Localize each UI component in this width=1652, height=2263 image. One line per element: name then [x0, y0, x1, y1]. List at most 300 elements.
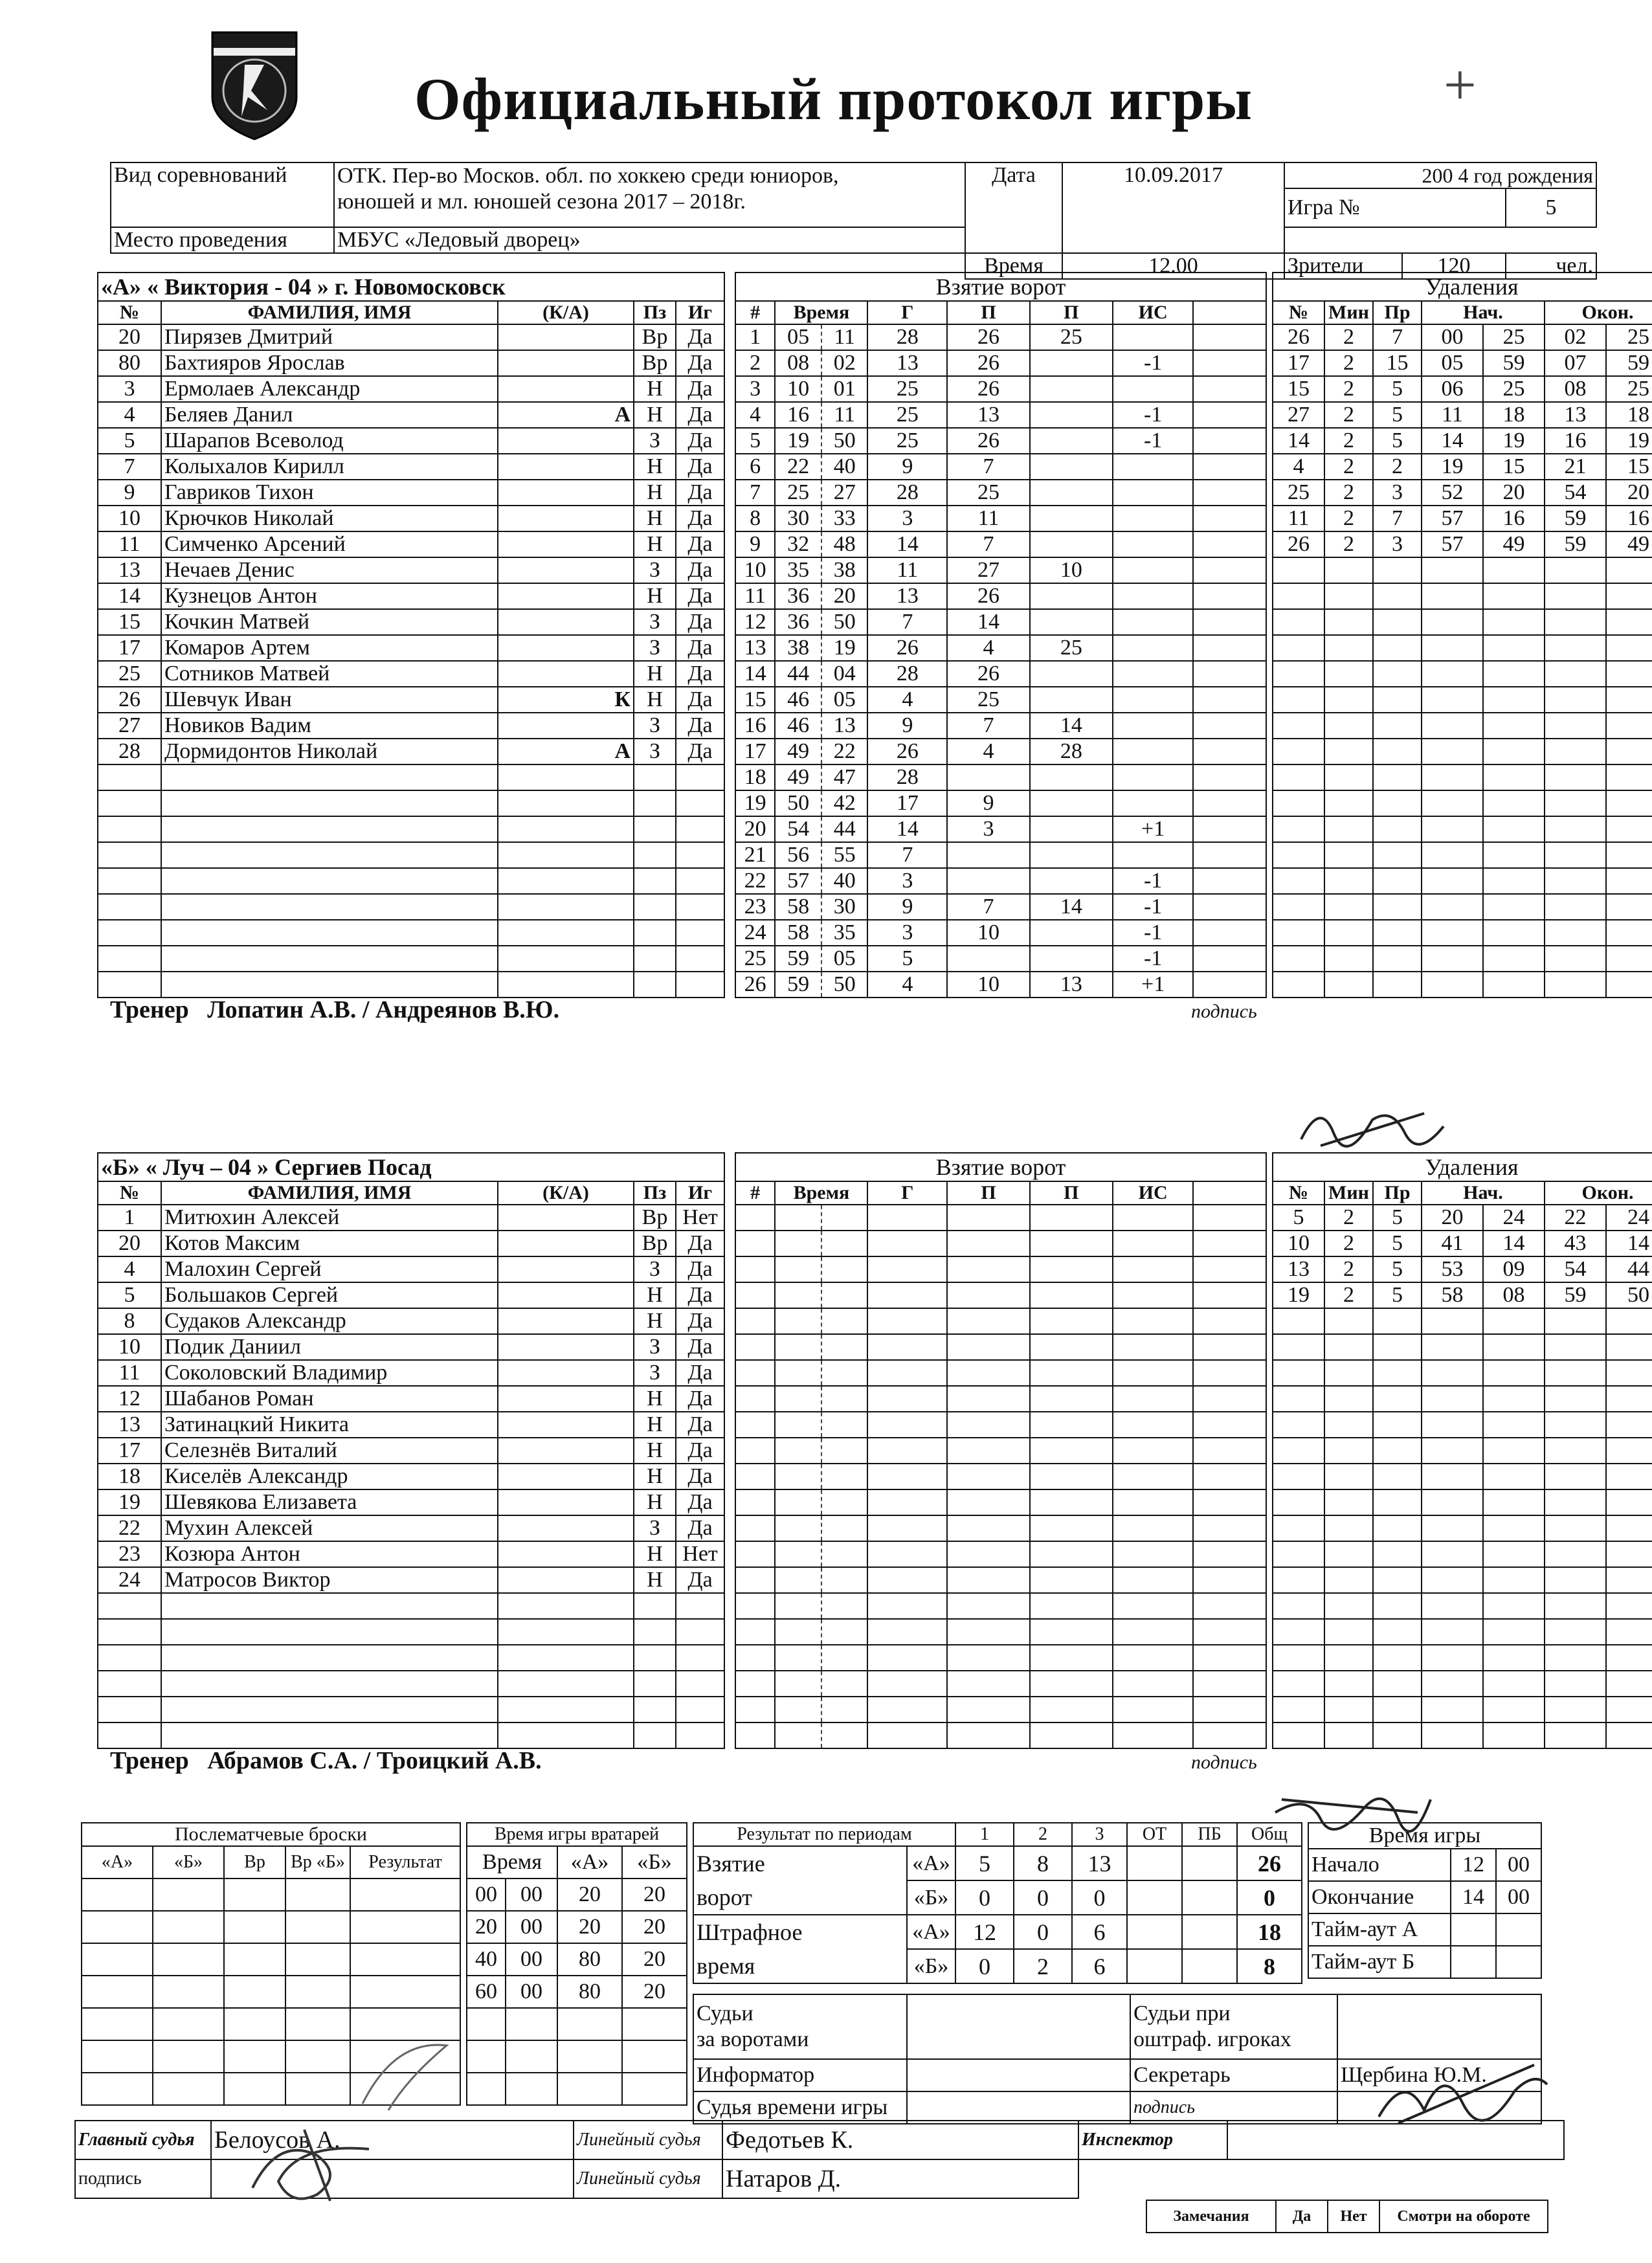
team_b-penalty-cell [1483, 1645, 1545, 1671]
team_a-goal-cell: +1 [1113, 816, 1194, 842]
team_b-player-cell [498, 1282, 634, 1308]
team_a-goal-cell: 1 [735, 324, 775, 350]
team_a-penalty-cell [1545, 583, 1606, 609]
team_b-penalty-cell [1324, 1386, 1373, 1412]
team_b-player-cell [498, 1334, 634, 1360]
team_a-goal-cell: 54 [775, 816, 821, 842]
team_b-goal-cell [1113, 1464, 1194, 1489]
team_b-goal-cell [821, 1386, 868, 1412]
period-cell: 8 [1237, 1949, 1302, 1983]
team_b-goal-cell [1030, 1282, 1113, 1308]
team_a-goal-cell: 8 [735, 506, 775, 531]
team_b-goal-cell [1113, 1231, 1194, 1256]
team_b-goal-cell [775, 1282, 821, 1308]
team_a-player-cell [498, 764, 634, 790]
team_a-goal-cell: 14 [1030, 713, 1113, 739]
team_b-player-cell [98, 1619, 161, 1645]
team_a-player-cell: Вр [634, 350, 676, 376]
team_a-penalty-cell: 20 [1606, 480, 1652, 506]
shootout-col-0: «А» [82, 1846, 153, 1878]
signature-margin [350, 2026, 466, 2117]
team_a-player-cell: А [498, 402, 634, 428]
team_a-goal-cell: 7 [947, 894, 1030, 920]
team_b-player-cell [676, 1593, 724, 1619]
team_b-goal-row [735, 1360, 1266, 1386]
team_a-player-cell: Да [676, 739, 724, 764]
team_a-goal-cell: 33 [821, 506, 868, 531]
team_b-goal-cell [1113, 1722, 1194, 1748]
team_a-player-cell: 11 [98, 531, 161, 557]
team_a-player-cell: Кочкин Матвей [161, 609, 498, 635]
team_b-goal-cell [735, 1619, 775, 1645]
date-value: 10.09.2017 [1062, 162, 1284, 253]
team_b-player-cell [498, 1205, 634, 1231]
team_b-title: «Б» « Луч – 04 » Сергиев Посад [98, 1153, 724, 1181]
team_a-player-cell: Дормидонтов Николай [161, 739, 498, 764]
team_a-penalty-cell [1324, 920, 1373, 946]
team_a-goal-cell: 44 [775, 661, 821, 687]
team_b-penalty-cell: 10 [1273, 1231, 1324, 1256]
team_b-goal-cell [821, 1619, 868, 1645]
team_a-goal-cell: 14 [947, 609, 1030, 635]
team_a-goal-cell: 14 [867, 531, 947, 557]
team_b-player-cell: Да [676, 1256, 724, 1282]
team_a-goal-cell: 12 [735, 609, 775, 635]
team_a-player-cell [498, 583, 634, 609]
team_a-player-cell: К [498, 687, 634, 713]
team_a-penalty-cell [1373, 713, 1422, 739]
team_a-goal-cell: 22 [775, 454, 821, 480]
team_a-penalty-cell: 07 [1545, 350, 1606, 376]
team_a-penalty-cell [1273, 635, 1324, 661]
team_b-penalty-cell: 14 [1606, 1231, 1652, 1256]
team_b-penalty-cell [1606, 1567, 1652, 1593]
team_a-player-row [98, 609, 724, 635]
team_a-penalty-cell [1373, 790, 1422, 816]
team_a-penalty-cell [1273, 946, 1324, 972]
team_b-player-cell [498, 1438, 634, 1464]
team_b-player-cell: 10 [98, 1334, 161, 1360]
team_a-penalty-cell [1606, 739, 1652, 764]
team_b-goal-row [735, 1567, 1266, 1593]
team_a-roster-col-2: (К/А) [498, 301, 634, 324]
period-cell [1127, 1915, 1182, 1949]
team_a-penalty-cell [1324, 713, 1373, 739]
team_b-player-cell [98, 1645, 161, 1671]
team_a-penalty-cell: 5 [1373, 428, 1422, 454]
team_a-penalty-cell: 25 [1606, 324, 1652, 350]
team_b-penalty-cell [1545, 1645, 1606, 1671]
team_b-penalty-cell [1422, 1386, 1483, 1412]
team_a-penalty-cell: 3 [1373, 531, 1422, 557]
team_b-player-row [98, 1386, 724, 1412]
team_a-goal-cell [1113, 531, 1194, 557]
team_a-player-cell: Сотников Матвей [161, 661, 498, 687]
team_a-goal-cell: 25 [867, 402, 947, 428]
team_a-penalty-cell [1324, 946, 1373, 972]
team_a-goal-cell: 05 [821, 687, 868, 713]
team_a-goal-cell: -1 [1113, 350, 1194, 376]
team_a-player-cell: Шевчук Иван [161, 687, 498, 713]
team_b-penalty-cell [1273, 1515, 1324, 1541]
team_a-goal-cell [1030, 480, 1113, 506]
team_b-penalty-cell [1324, 1671, 1373, 1697]
team_a-penalty-cell [1483, 557, 1545, 583]
team_b-penalty-cell [1483, 1697, 1545, 1722]
team_b-penalty-cell: 41 [1422, 1231, 1483, 1256]
team_a-penalty-cell [1483, 842, 1545, 868]
team_a-penalty-cell: 25 [1483, 324, 1545, 350]
shootout-title: Послематчевые броски [82, 1823, 460, 1846]
team_a-goal-cell: 3 [947, 816, 1030, 842]
team_a-goal-cell: 7 [735, 480, 775, 506]
team_a-coach [110, 996, 559, 1024]
team_b-player-cell: 22 [98, 1515, 161, 1541]
team_b-penalty-cell: 2 [1324, 1256, 1373, 1282]
team_b-goal-row [735, 1593, 1266, 1619]
team_a-player-cell: Да [676, 661, 724, 687]
team_a-player-cell [498, 713, 634, 739]
team_a-player-cell [676, 790, 724, 816]
team_b-player-cell: Н [634, 1308, 676, 1334]
team_b-penalty-row [1273, 1386, 1652, 1412]
team_b-player-cell [161, 1722, 498, 1748]
team_b-goal-cell [775, 1619, 821, 1645]
team_a-goal-cell [1030, 920, 1113, 946]
team_b-penalty-cell [1422, 1619, 1483, 1645]
team_a-penalty-cell: 57 [1422, 531, 1483, 557]
team_b-goal-cell [867, 1593, 947, 1619]
team_a-goal-row [735, 739, 1266, 764]
team_a-goal-row [735, 894, 1266, 920]
team_b-player-cell: Подик Даниил [161, 1334, 498, 1360]
team_b-goal-cell [1113, 1386, 1194, 1412]
team_a-goal-cell: 50 [821, 609, 868, 635]
team_b-player-cell: Да [676, 1282, 724, 1308]
end-label: Окончание [1308, 1881, 1451, 1913]
period-cell [1182, 1949, 1237, 1983]
team_b-goal-cell [1113, 1619, 1194, 1645]
team_b-goal-cell [775, 1671, 821, 1697]
team_a-player-cell: Да [676, 428, 724, 454]
team_a-player-cell [161, 894, 498, 920]
team_a-penalty-cell [1545, 842, 1606, 868]
period-team-tag: «А» [907, 1846, 955, 1880]
team_b-penalty-cell: 14 [1483, 1231, 1545, 1256]
team_a-player-cell [498, 350, 634, 376]
goal-judges-label: Судьи за воротами [693, 1994, 907, 2059]
team_a-penalty-cell [1273, 739, 1324, 764]
place-value: МБУС «Ледовый дворец» [334, 227, 965, 253]
team_b-penalty-cell [1273, 1438, 1324, 1464]
team_a-penalty-cell: 19 [1422, 454, 1483, 480]
team_a-goal-cell: 30 [821, 894, 868, 920]
team_b-penalty-cell: 44 [1606, 1256, 1652, 1282]
team_a-goal-cell: 10 [947, 920, 1030, 946]
shootout-col-2: Вр [224, 1846, 285, 1878]
team_a-player-row [98, 687, 724, 713]
team_a-goal-row [735, 428, 1266, 454]
remarks-yes: Да [1276, 2200, 1328, 2233]
team_a-pen-col-0: № [1273, 301, 1324, 324]
team_b-penalty-cell: 5 [1273, 1205, 1324, 1231]
team_a-goal-cell: 04 [821, 661, 868, 687]
team_b-player-row [98, 1205, 724, 1231]
gk-cell: 00 [467, 1878, 506, 1911]
team_a-goal-cell: 49 [775, 764, 821, 790]
team_b-player-cell: Большаков Сергей [161, 1282, 498, 1308]
team_b-goal-row [735, 1205, 1266, 1231]
team_a-goal-col-3: П [947, 301, 1030, 324]
team_b-penalty-cell [1273, 1541, 1324, 1567]
team_b-goal-cell [775, 1438, 821, 1464]
team_b-goal-row [735, 1256, 1266, 1282]
team_a-penalty-cell [1422, 687, 1483, 713]
team_a-player-cell [498, 324, 634, 350]
team_b-penalty-cell [1606, 1722, 1652, 1748]
team_b-goal-row [735, 1722, 1266, 1748]
team_a-penalty-cell [1273, 972, 1324, 998]
team_a-penalty-cell: 5 [1373, 402, 1422, 428]
team_b-goal-cell [775, 1515, 821, 1541]
team_b-penalty-row [1273, 1619, 1652, 1645]
gk-cell: 80 [557, 1943, 622, 1976]
team_b-goal-cell [1113, 1360, 1194, 1386]
team_a-penalty-cell: 06 [1422, 376, 1483, 402]
team_b-player-cell [161, 1671, 498, 1697]
team_a-penalty-cell [1324, 816, 1373, 842]
team_b-penalty-cell [1483, 1308, 1545, 1334]
team_b-penalty-cell [1545, 1697, 1606, 1722]
team_b-player-cell: Котов Максим [161, 1231, 498, 1256]
team_b-goal-cell [947, 1645, 1030, 1671]
team_b-player-cell [498, 1645, 634, 1671]
team_a-player-cell: Н [634, 480, 676, 506]
team_a-goal-cell: 4 [735, 402, 775, 428]
team_a-player-row [98, 790, 724, 816]
team_b-goal-cell [1030, 1412, 1113, 1438]
gk-cell: 20 [557, 1911, 622, 1943]
team_b-goal-cell [775, 1645, 821, 1671]
team_b-penalty-row [1273, 1464, 1652, 1489]
team_a-goal-cell [1113, 506, 1194, 531]
team_a-player-cell: 26 [98, 687, 161, 713]
team_a-player-cell: З [634, 428, 676, 454]
team_a-penalty-cell: 20 [1483, 480, 1545, 506]
team_b-penalty-cell [1373, 1438, 1422, 1464]
team_b-goal-cell [947, 1593, 1030, 1619]
team_b-player-row [98, 1412, 724, 1438]
team_b-goal-cell [735, 1334, 775, 1360]
gk-cell: 40 [467, 1943, 506, 1976]
line2-label: Линейный судья [574, 2159, 722, 2198]
period-cell: 5 [955, 1846, 1014, 1880]
team_a-goal-cell: 13 [1030, 972, 1113, 998]
team_a-penalty-cell [1422, 946, 1483, 972]
team_a-goal-cell: 3 [867, 920, 947, 946]
team_b-goal-cell [735, 1205, 775, 1231]
team_a-goal-cell: 25 [1030, 324, 1113, 350]
team_b-player-cell: Н [634, 1567, 676, 1593]
signature-secretary [1372, 2058, 1554, 2136]
team_b-penalty-cell [1422, 1541, 1483, 1567]
team_b-penalty-cell [1606, 1464, 1652, 1489]
end-h: 14 [1451, 1881, 1496, 1913]
team_a-goal-cell: 50 [821, 972, 868, 998]
team_a-goal-cell: 46 [775, 713, 821, 739]
team_b-penalty-cell [1483, 1515, 1545, 1541]
period-cell [1127, 1949, 1182, 1983]
team_b-goal-cell [947, 1567, 1030, 1593]
team_a-player-cell: Н [634, 376, 676, 402]
team_b-player-row [98, 1515, 724, 1541]
team_b-penalty-cell [1373, 1593, 1422, 1619]
team_a-goal-cell: 56 [775, 842, 821, 868]
team_b-goal-row [735, 1464, 1266, 1489]
team_b-goal-cell [821, 1231, 868, 1256]
team_b-player-row [98, 1308, 724, 1334]
team_a-player-cell [98, 972, 161, 998]
team_a-goal-cell [1113, 842, 1194, 868]
team_b-penalty-cell [1373, 1515, 1422, 1541]
period-row-label: Штрафное время [693, 1915, 907, 1983]
team_b-player-cell [161, 1697, 498, 1722]
team_a-goal-cell: -1 [1113, 946, 1194, 972]
federation-logo [206, 26, 303, 142]
gk-cell: 00 [506, 1911, 557, 1943]
team_a-player-cell: Ермолаев Александр [161, 376, 498, 402]
team_a-goal-cell: 7 [947, 531, 1030, 557]
team_b-player-cell [498, 1697, 634, 1722]
team_b-roster-col-0: № [98, 1181, 161, 1205]
team_b-penalty-cell [1422, 1489, 1483, 1515]
team_a-penalty-row [1273, 557, 1652, 583]
team_a-player-cell: Да [676, 324, 724, 350]
see-back: Смотри на обороте [1379, 2200, 1548, 2233]
team_a-player-cell: Да [676, 609, 724, 635]
team_a-penalty-row [1273, 816, 1652, 842]
period-cell: 13 [1072, 1846, 1127, 1880]
team_a-penalty-cell [1324, 687, 1373, 713]
team_b-penalty-cell [1273, 1334, 1324, 1360]
team_b-penalty-cell: 24 [1483, 1205, 1545, 1231]
team_a-penalty-cell [1545, 609, 1606, 635]
team_a-goal-cell: 26 [947, 324, 1030, 350]
team_a-player-cell: Нечаев Денис [161, 557, 498, 583]
team_a-penalty-cell [1483, 661, 1545, 687]
team_a-penalty-cell [1324, 635, 1373, 661]
team_a-penalty-cell [1373, 972, 1422, 998]
team_a-penalty-cell [1273, 894, 1324, 920]
chief-label: Главный судья [75, 2121, 211, 2159]
team_b-player-cell [498, 1489, 634, 1515]
team_a-player-cell [634, 868, 676, 894]
team_a-penalty-row [1273, 480, 1652, 506]
team_a-player-cell [498, 506, 634, 531]
team_a-penalty-cell: 52 [1422, 480, 1483, 506]
team_a-player-row [98, 842, 724, 868]
team_a-penalty-cell [1324, 972, 1373, 998]
team_b-roster-table [97, 1152, 725, 1749]
team_a-penalty-cell [1373, 868, 1422, 894]
team_b-goal-cell [947, 1722, 1030, 1748]
team_a-goal-cell: 4 [867, 687, 947, 713]
team_b-player-cell: 24 [98, 1567, 161, 1593]
line1-name: Федотьев К. [722, 2121, 1078, 2159]
team_a-goal-cell: 11 [735, 583, 775, 609]
team_a-player-row [98, 350, 724, 376]
team_a-penalty-cell [1606, 583, 1652, 609]
period-col-3: ОТ [1127, 1823, 1182, 1846]
team_b-player-row [98, 1360, 724, 1386]
team_a-player-cell: 9 [98, 480, 161, 506]
team_b-penalty-cell [1422, 1308, 1483, 1334]
team_b-goal-cell [867, 1386, 947, 1412]
team_a-player-cell [98, 894, 161, 920]
team_b-penalty-cell [1324, 1360, 1373, 1386]
team_a-goal-cell: 21 [735, 842, 775, 868]
team_a-penalty-row [1273, 687, 1652, 713]
team_a-goal-cell: 5 [735, 428, 775, 454]
team_a-player-cell [498, 894, 634, 920]
team_a-player-cell [161, 920, 498, 946]
team_a-penalty-cell [1606, 635, 1652, 661]
team_a-roster-col-0: № [98, 301, 161, 324]
team_a-player-cell: Вр [634, 324, 676, 350]
team_a-player-cell [498, 454, 634, 480]
team_b-player-cell: Малохин Сергей [161, 1256, 498, 1282]
team_a-penalty-cell [1324, 894, 1373, 920]
team_b-penalty-cell [1373, 1645, 1422, 1671]
team_b-player-cell [498, 1360, 634, 1386]
team_a-goal-cell: 28 [1030, 739, 1113, 764]
period-team-tag: «Б» [907, 1949, 955, 1983]
team_a-penalty-cell [1545, 790, 1606, 816]
team_a-player-cell: 7 [98, 454, 161, 480]
team_b-goals-table [735, 1152, 1267, 1749]
period-cell [1127, 1880, 1182, 1915]
team_b-goal-cell [1113, 1541, 1194, 1567]
team_b-goal-cell [1113, 1412, 1194, 1438]
team_b-player-cell: Матросов Виктор [161, 1567, 498, 1593]
team_b-penalty-row [1273, 1360, 1652, 1386]
team_b-goal-cell [1030, 1308, 1113, 1334]
team_b-goal-cell [867, 1567, 947, 1593]
team_b-penalty-cell [1545, 1515, 1606, 1541]
team_a-goal-row [735, 946, 1266, 972]
team_a-goal-row [735, 842, 1266, 868]
gk-cell [622, 2008, 687, 2040]
team_a-player-cell: Н [634, 454, 676, 480]
team_a-player-cell: 4 [98, 402, 161, 428]
team_b-goal-cell [867, 1515, 947, 1541]
team_b-goal-cell [947, 1464, 1030, 1489]
team_b-player-cell: 12 [98, 1386, 161, 1412]
period-col-0: 1 [955, 1823, 1014, 1846]
comp-label: Вид соревнований [111, 162, 334, 227]
gk-cell [506, 2040, 557, 2073]
team_b-penalty-cell [1273, 1567, 1324, 1593]
team_a-penalty-cell [1606, 557, 1652, 583]
team_b-penalty-cell [1483, 1541, 1545, 1567]
team_b-player-cell: Козюра Антон [161, 1541, 498, 1567]
team_a-goal-row [735, 764, 1266, 790]
team_b-goal-row [735, 1438, 1266, 1464]
team_b-penalty-cell [1545, 1438, 1606, 1464]
team_b-pen-col-2: Пр [1373, 1181, 1422, 1205]
team_a-penalty-cell [1545, 972, 1606, 998]
team_a-player-cell: Комаров Артем [161, 635, 498, 661]
